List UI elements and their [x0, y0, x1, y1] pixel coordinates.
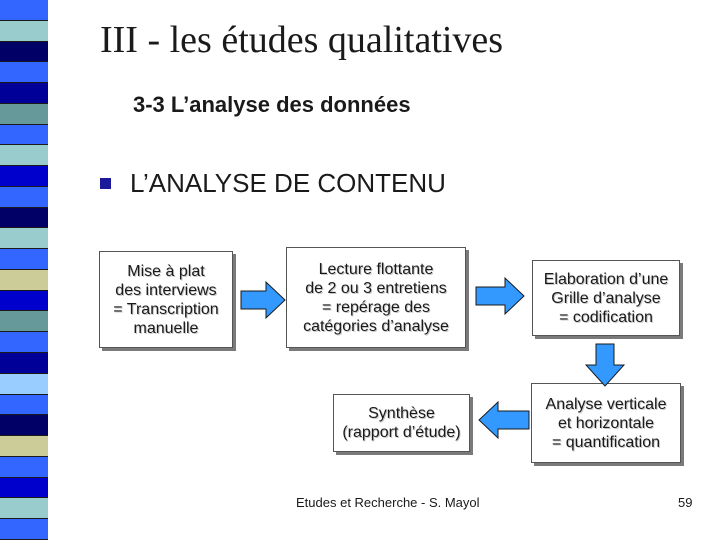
stripe-block — [0, 228, 48, 249]
arrow-right-icon — [475, 276, 525, 316]
stripe-block — [0, 145, 48, 166]
stripe-block — [0, 62, 48, 83]
box-grille-analyse: Elaboration d’une Grille d’analyse = codification — [532, 260, 680, 336]
box-synthese: Synthèse (rapport d’étude) — [333, 394, 470, 452]
arrow-down-icon — [585, 343, 625, 387]
stripe-block — [0, 187, 48, 208]
stripe-block — [0, 249, 48, 270]
square-bullet-icon — [100, 178, 111, 189]
slide-title: III - les études qualitatives — [100, 19, 504, 61]
stripe-block — [0, 0, 48, 21]
stripe-block — [0, 208, 48, 229]
stripe-block — [0, 83, 48, 104]
stripe-block — [0, 353, 48, 374]
stripe-block — [0, 498, 48, 519]
stripe-block — [0, 21, 48, 42]
arrow-left-shape — [479, 402, 529, 438]
stripe-block — [0, 166, 48, 187]
stripe-block — [0, 125, 48, 146]
stripe-block — [0, 436, 48, 457]
stripe-block — [0, 104, 48, 125]
stripe-block — [0, 478, 48, 499]
stripe-block — [0, 291, 48, 312]
stripe-block — [0, 374, 48, 395]
stripe-block — [0, 519, 48, 540]
decorative-stripe — [0, 0, 48, 540]
stripe-block — [0, 42, 48, 63]
stripe-block — [0, 332, 48, 353]
arrow-right-icon — [240, 280, 286, 320]
page-number: 59 — [678, 495, 693, 510]
footer-text: Etudes et Recherche - S. Mayol — [296, 495, 480, 510]
stripe-block — [0, 311, 48, 332]
bullet-text: L’ANALYSE DE CONTENU — [130, 168, 446, 198]
arrow-down-shape — [586, 344, 624, 386]
slide-subtitle: 3-3 L’analyse des données — [133, 92, 411, 117]
arrow-right-shape — [476, 278, 524, 314]
stripe-block — [0, 270, 48, 291]
box-analyse-verticale: Analyse verticale et horizontale = quantification — [531, 383, 681, 463]
arrow-left-icon — [478, 400, 530, 440]
stripe-block — [0, 457, 48, 478]
arrow-right-shape — [241, 282, 285, 318]
stripe-block — [0, 395, 48, 416]
box-lecture-flottante: Lecture flottante de 2 ou 3 entretiens = repérage des catégories d’analyse — [286, 247, 466, 348]
box-transcription: Mise à plat des interviews = Transcription manuelle — [99, 251, 233, 348]
stripe-block — [0, 415, 48, 436]
